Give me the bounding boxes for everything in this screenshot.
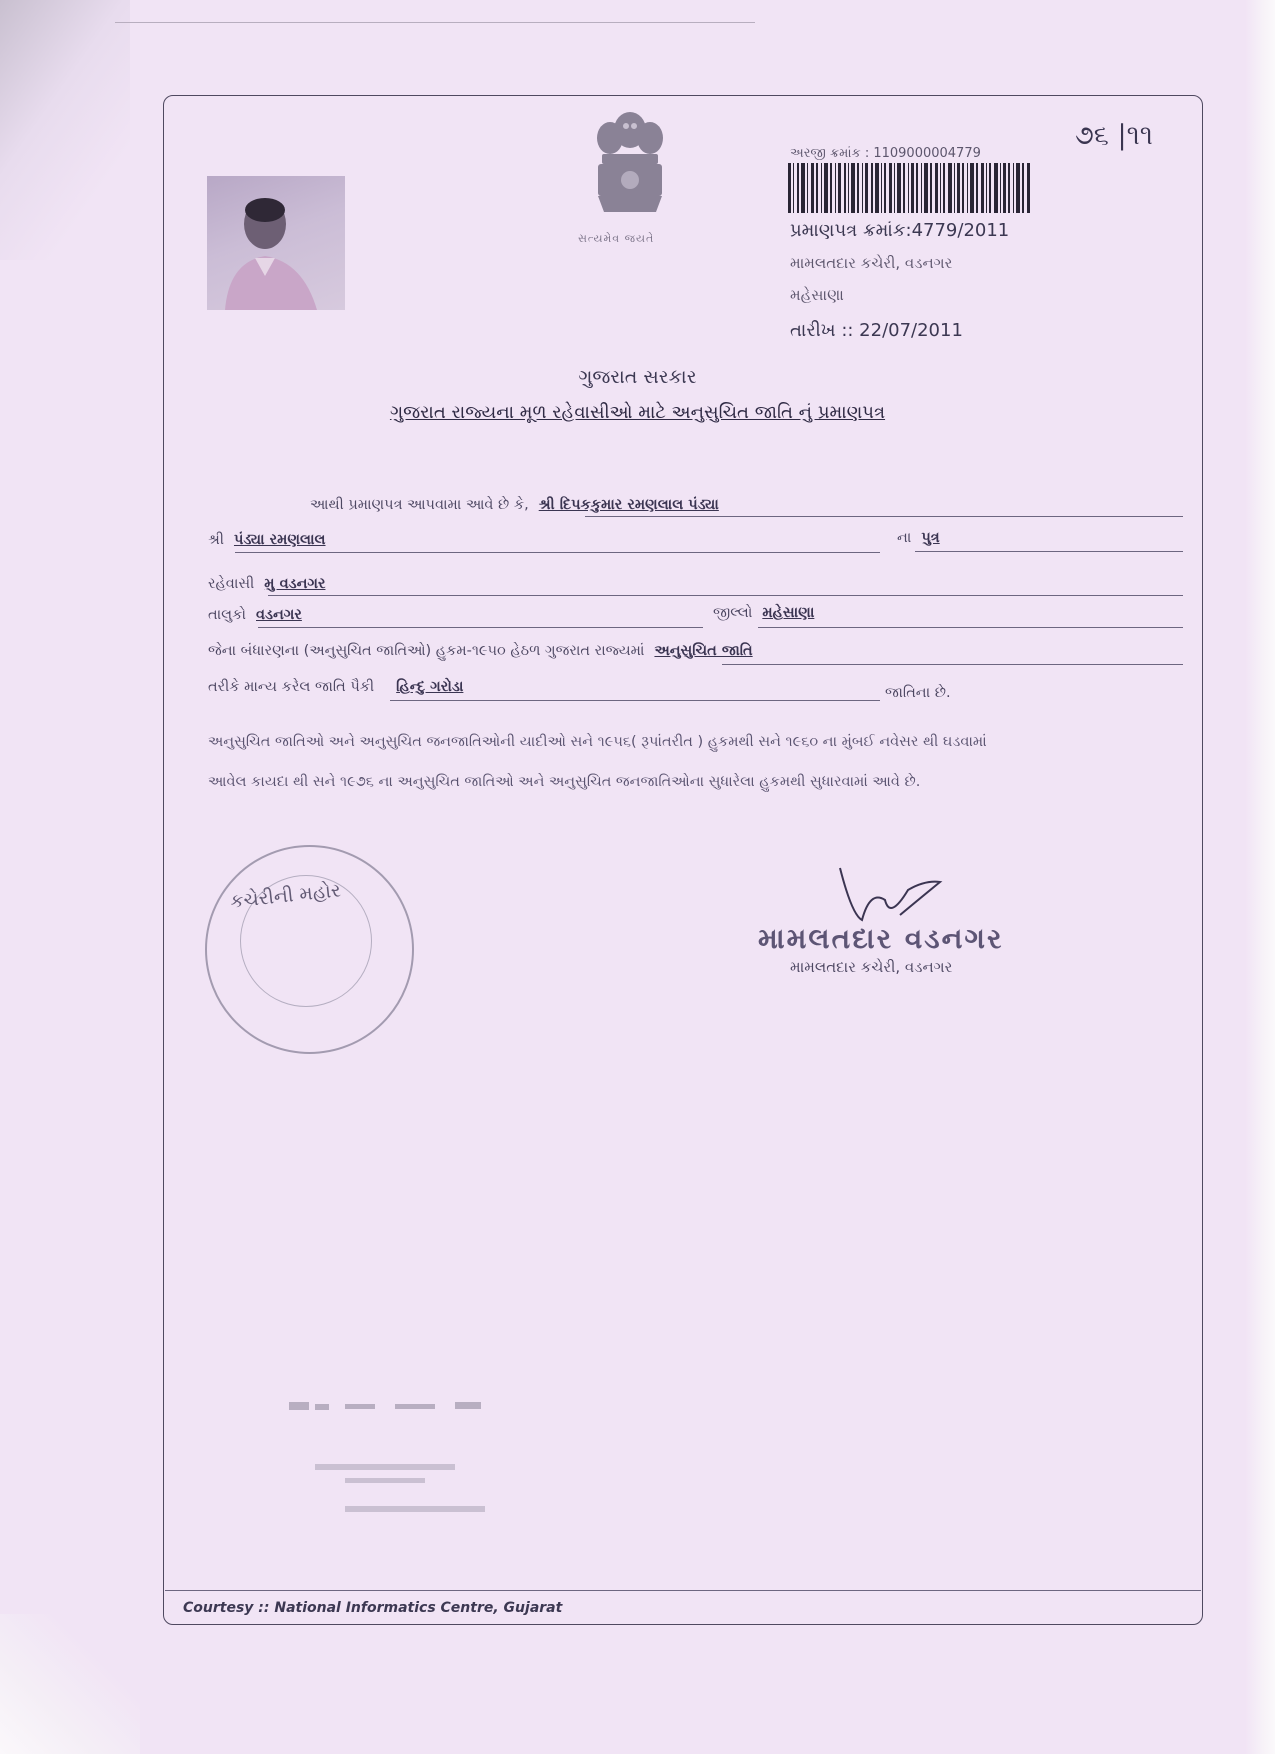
footer-rule	[165, 1590, 1201, 1591]
issue-date: તારીખ :: 22/07/2011	[790, 320, 963, 341]
issuing-district: મહેસાણા	[790, 286, 844, 304]
emblem-caption: સત્યમેવ જયતે	[578, 232, 655, 245]
legal-paragraph-line-2: આવેલ કાયદા થી સને ૧૯૭૬ ના અનુસુચિત જાતિઓ અને અનુસુચિત જનજાતિઓના સુધારેલા હુકમથી સુધારવામાં આવે છે.	[208, 774, 921, 790]
top-rule	[115, 22, 755, 23]
order-label: જેના બંધારણના (અનુસુચિત જાતિઓ) હુકમ-૧૯૫૦ હેઠળ ગુજરાત રાજ્યમાં	[208, 643, 645, 659]
relation-value: પુત્ર	[921, 530, 940, 546]
category-value: અનુસુચિત જાતિ	[654, 643, 753, 659]
scan-shadow-bottom	[0, 1614, 140, 1754]
certificate-number: પ્રમાણપત્ર ક્રમાંક:4779/2011	[790, 220, 1010, 241]
government-heading: ગુજરાત સરકાર	[578, 366, 697, 388]
caste-suffix: જાતિના છે.	[885, 685, 951, 701]
handwritten-number: ૭૬ |૧૧	[1075, 120, 1154, 151]
signatory-office: મામલતદાર કચેરી, વડનગર	[790, 958, 953, 976]
caste-value: હિન્દુ ગરોડા	[396, 679, 464, 695]
application-number: અરજી ક્રમાંક : 1109000004779	[790, 146, 981, 161]
parent-label: શ્રી	[208, 532, 224, 548]
relation-line	[915, 551, 1183, 552]
taluka-value: વડનગર	[256, 607, 302, 623]
barcode	[788, 163, 1030, 213]
holder-row	[310, 497, 719, 523]
relation-label: ના	[897, 530, 912, 546]
issuing-office: મામલતદાર કચેરી, વડનગર	[790, 254, 953, 272]
parent-line	[235, 552, 880, 553]
signatory-title: મામલતદાર વડનગર	[758, 922, 1004, 955]
residence-value: મુ વડનગર	[264, 576, 326, 592]
residence-row	[208, 576, 325, 602]
intro-label: આથી પ્રમાણપત્ર આપવામા આવે છે કે,	[310, 497, 529, 513]
district-label: જીલ્લો	[713, 605, 753, 621]
category-line	[722, 664, 1183, 665]
scan-shadow-right	[1245, 0, 1275, 1754]
footer-courtesy: Courtesy :: National Informatics Centre, Gujarat	[183, 1600, 563, 1616]
caste-row	[208, 679, 463, 705]
legal-paragraph-line-1: અનુસુચિત જાતિઓ અને અનુસુચિત જનજાતિઓની યાદીઓ સને ૧૯૫૬( રૂપાંતરીત ) હુકમથી સને ૧૯૬૦ ના મુંબઈ નવેસર થી ઘડવામાં	[208, 734, 987, 750]
order-row	[208, 643, 753, 669]
scan-shadow-left	[0, 0, 130, 260]
parent-name: પંડ્યા રમણલાલ	[233, 532, 326, 548]
faint-stamp	[285, 1392, 565, 1532]
district-line	[758, 627, 1183, 628]
office-seal-text: કચેરીની મહોર	[229, 879, 342, 913]
taluka-label: તાલુકો	[208, 607, 246, 623]
district-value: મહેસાણા	[762, 605, 815, 621]
taluka-line	[258, 627, 703, 628]
certificate-title: ગુજરાત રાજ્યના મૂળ રહેવાસીઓ માટે અનુસુચિત જાતિ નું પ્રમાણપત્ર	[389, 402, 886, 423]
caste-line	[390, 700, 880, 701]
holder-name: શ્રી દિપકકુમાર રમણલાલ પંડ્યા	[538, 497, 719, 513]
applicant-photo	[207, 176, 345, 310]
holder-line	[585, 516, 1183, 517]
parent-row	[208, 532, 326, 558]
residence-label: રહેવાસી	[208, 576, 255, 592]
taluka-row	[208, 607, 302, 633]
national-emblem-icon	[584, 108, 676, 248]
relation-row	[897, 530, 940, 556]
residence-line	[268, 595, 1183, 596]
recognized-label: તરીકે માન્ય કરેલ જાતિ પૈકી	[208, 679, 375, 695]
